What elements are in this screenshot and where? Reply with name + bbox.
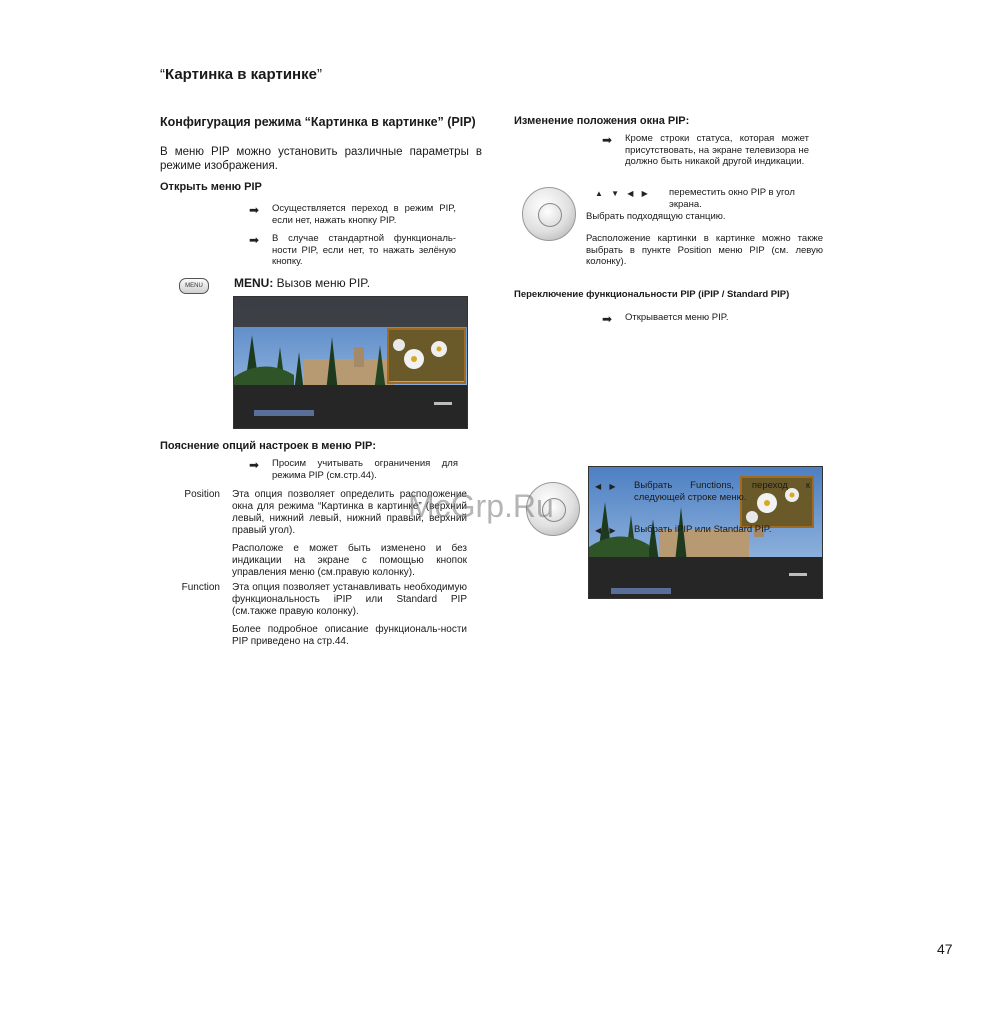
- option-desc-extra: Расположе е может быть изменено и без индикации на экране с помощью кнопок управления меню (см.правую колонку).: [232, 543, 467, 578]
- option-key: Function: [181, 582, 220, 593]
- page-number: 47: [937, 941, 953, 957]
- left-right-arrows-icon: ◀ ▶: [595, 526, 619, 535]
- step-opens-menu: [599, 312, 799, 326]
- option-function: [160, 582, 467, 648]
- switch-heading: Переключение функциональности PIP (iPIP / Standard PIP): [514, 289, 790, 300]
- navigation-arrows-icon: ▲ ▼ ◀ ▶: [595, 189, 651, 198]
- step-enter-pip: [246, 203, 456, 226]
- option-desc-extra: Более подробное описание функциональ-ности PIP приведено на стр.44.: [232, 624, 467, 647]
- section-heading-config: Конфигурация режима “Картинка в картинке” (PIP): [160, 115, 476, 129]
- left-right-arrows-icon: ◀ ▶: [595, 482, 619, 491]
- option-desc: Эта опция позволяет определить расположение окна для режима “Картинка в картинке” (верхний левый, нижний левый, нижний правый, верхний правый угол).: [232, 489, 467, 536]
- watermark: McGrp.Ru: [408, 488, 554, 524]
- right-arrow-icon: ➡: [248, 233, 260, 247]
- right-arrow-icon: ➡: [601, 133, 613, 147]
- section-heading-position: Изменение положения окна PIP:: [514, 115, 690, 127]
- intro-text: В меню PIP можно установить различные параметры в режиме изображения.: [160, 146, 482, 172]
- tv-menu-screenshot: [233, 296, 468, 429]
- page-title: “Картинка в картинке”: [160, 66, 322, 83]
- note-restrictions: [246, 458, 458, 481]
- menu-call-text: MENU: Вызов меню PIP.: [234, 276, 371, 290]
- select-ipip-text: Выбрать iPIP или Standard PIP.: [634, 524, 772, 535]
- right-arrow-icon: ➡: [601, 312, 613, 326]
- move-window-text: переместить окно PIP в угол экрана.: [669, 187, 795, 210]
- step-text: Кроме строки статуса, которая может присутствовать, на экране телевизора не должно быть никакой другой индикации.: [625, 133, 809, 167]
- menu-button-icon: MENU: [179, 278, 209, 294]
- position-note-text: Расположение картинки в картинке можно также выбрать в пункте Position меню PIP (см. левую колонку).: [586, 233, 823, 267]
- pip-window: [387, 328, 466, 384]
- step-text: Открывается меню PIP.: [625, 312, 729, 323]
- functions-text: Выбрать Functions, переход к следующей строке меню.: [634, 480, 810, 503]
- right-arrow-icon: ➡: [248, 203, 260, 217]
- step-text: Осуществляется переход в режим PIP, если нет, нажать кнопку PIP.: [272, 203, 456, 226]
- open-menu-heading: Открыть меню PIP: [160, 181, 262, 193]
- step-text: В случае стандартной функциональ-ности PIP, если нет, то нажать зелёную кнопку.: [272, 233, 456, 267]
- option-desc: Эта опция позволяет устанавливать необходимую функциональность iPIP или Standard PIP (см.также правую колонку).: [232, 582, 467, 617]
- right-arrow-icon: ➡: [248, 458, 260, 472]
- note-text: Просим учитывать ограничения для режима PIP (см.стр.44).: [272, 458, 458, 481]
- step-no-osd: [599, 133, 811, 168]
- select-station-text: Выбрать подходящую станцию.: [586, 211, 726, 222]
- option-key: Position: [184, 489, 220, 500]
- step-green-button: [246, 233, 456, 268]
- remote-navigation-pad-icon: [522, 187, 576, 241]
- explain-heading: Пояснение опций настроек в меню PIP:: [160, 440, 377, 452]
